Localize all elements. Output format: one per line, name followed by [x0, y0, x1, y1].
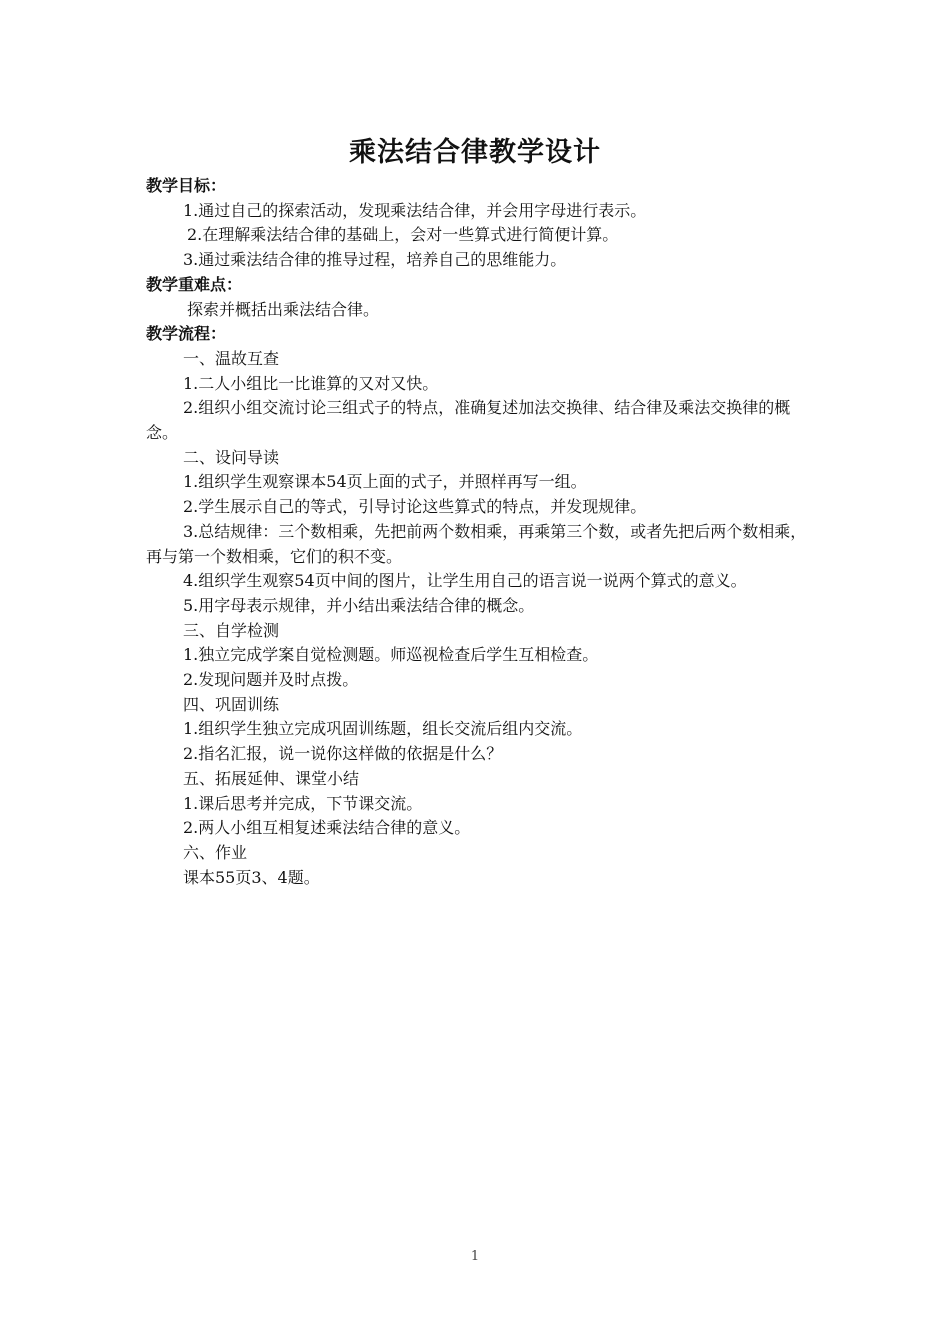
key-points-text: 探索并概括出乘法结合律。: [187, 299, 380, 319]
section-item: 2.指名汇报，说一说你这样做的依据是什么？: [183, 744, 503, 764]
section-title: 四、巩固训练: [183, 694, 280, 714]
section-item: 2.两人小组互相复述乘法结合律的意义。: [183, 818, 471, 838]
section-title: 二、设问导读: [183, 447, 280, 467]
section-item: 5.用字母表示规律，并小结出乘法结合律的概念。: [183, 595, 535, 615]
page-number: 1: [470, 1249, 480, 1264]
section-item: 2.学生展示自己的等式，引导讨论这些算式的特点，并发现规律。: [183, 497, 647, 517]
section-item: 2.组织小组交流讨论三组式子的特点，准确复述加法交换律、结合律及乘法交换律的概念。: [146, 398, 791, 443]
objective-item: 1.通过自己的探索活动，发现乘法结合律，并会用字母进行表示。: [183, 200, 647, 220]
section-title: 三、自学检测: [183, 620, 280, 640]
objectives-heading: 教学目标：: [146, 176, 227, 195]
document-title: 乘法结合律教学设计: [349, 137, 601, 168]
section-title: 六、作业: [183, 842, 248, 862]
section-item: 1.课后思考并完成，下节课交流。: [183, 793, 423, 813]
document-body: [146, 174, 810, 890]
section-item: 2.发现问题并及时点拨。: [183, 670, 359, 690]
section-title: 五、拓展延伸、课堂小结: [183, 768, 360, 788]
objective-item: 3.通过乘法结合律的推导过程，培养自己的思维能力。: [183, 250, 567, 270]
objective-item: 2.在理解乘法结合律的基础上，会对一些算式进行简便计算。: [187, 225, 619, 245]
section-item: 1.组织学生独立完成巩固训练题，组长交流后组内交流。: [183, 719, 583, 739]
section-item: 4.组织学生观察54页中间的图片，让学生用自己的语言说一说两个算式的意义。: [183, 571, 747, 591]
section-item: 课本55页3、4题。: [183, 867, 320, 887]
section-item: 1.组织学生观察课本54页上面的式子，并照样再写一组。: [183, 472, 587, 492]
section-item: 1.独立完成学案自觉检测题。师巡视检查后学生互相检查。: [183, 645, 599, 665]
section-item: 3.总结规律：三个数相乘，先把前两个数相乘，再乘第三个数，或者先把后两个数相乘，再与第一个数相乘，它们的积不变。: [146, 521, 807, 566]
key-points-heading: 教学重难点：: [146, 274, 243, 294]
section-item: 1.二人小组比一比谁算的又对又快。: [183, 373, 439, 393]
process-heading: 教学流程：: [146, 324, 227, 344]
section-title: 一、温故互查: [183, 348, 280, 368]
